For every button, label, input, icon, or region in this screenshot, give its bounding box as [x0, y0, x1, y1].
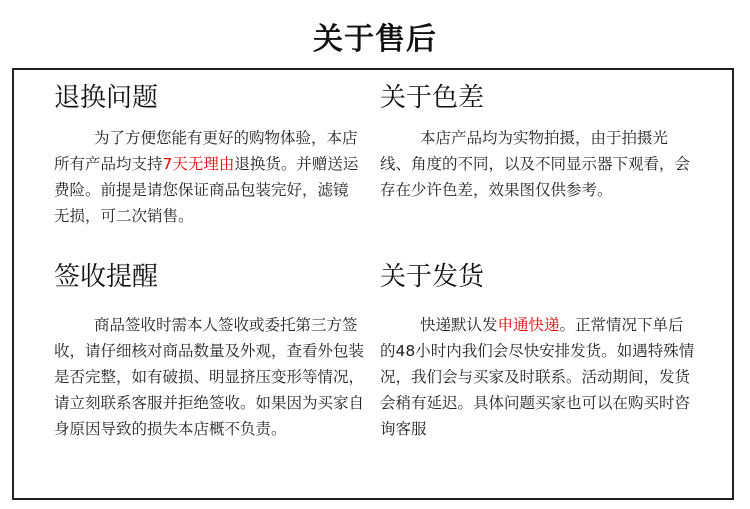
receipt-text: [54, 312, 364, 442]
returns-section: [54, 83, 359, 229]
returns-text: [54, 125, 359, 229]
color-difference-section: [380, 83, 695, 203]
returns-text-after: 退换货。并赠送运费险。前提是请您保证商品包装完好，滤镜无损，可二次销售。: [54, 155, 359, 225]
shipping-text-before: 快递默认发: [420, 316, 498, 334]
shipping-text-after: 。正常情况下单后的48小时内我们会尽快安排发货。如遇特殊情况，我们会与买家及时联系。活动期间，发货会稍有延迟。具体问题买家也可以在购买时咨询客服: [380, 316, 695, 438]
returns-highlight: 7天无理由: [162, 155, 235, 173]
shipping-text: [380, 312, 695, 442]
returns-heading: 退换问题: [54, 83, 159, 113]
returns-text-before: 为了方便您能有更好的购物体验，本店所有产品均支持: [54, 129, 358, 173]
color-difference-body: 本店产品均为实物拍摄，由于拍摄光线、角度的不同，以及不同显示器下观看，会存在少许色差，效果图仅供参考。: [380, 129, 691, 199]
shipping-section: [380, 262, 695, 442]
shipping-heading: 关于发货: [380, 262, 485, 292]
receipt-section: [54, 262, 364, 442]
color-difference-text: [380, 125, 695, 203]
color-difference-heading: 关于色差: [380, 83, 485, 113]
shipping-highlight: 申通快递: [497, 316, 560, 334]
receipt-body: 商品签收时需本人签收或委托第三方签收，请仔细核对商品数量及外观，查看外包装是否完整，如有破损、明显挤压变形等情况，请立刻联系客服并拒绝签收。如果因为买家自身原因导致的损失本店概不负责。: [54, 316, 365, 438]
receipt-heading: 签收提醒: [54, 262, 159, 292]
page-title: 关于售后: [313, 22, 437, 57]
